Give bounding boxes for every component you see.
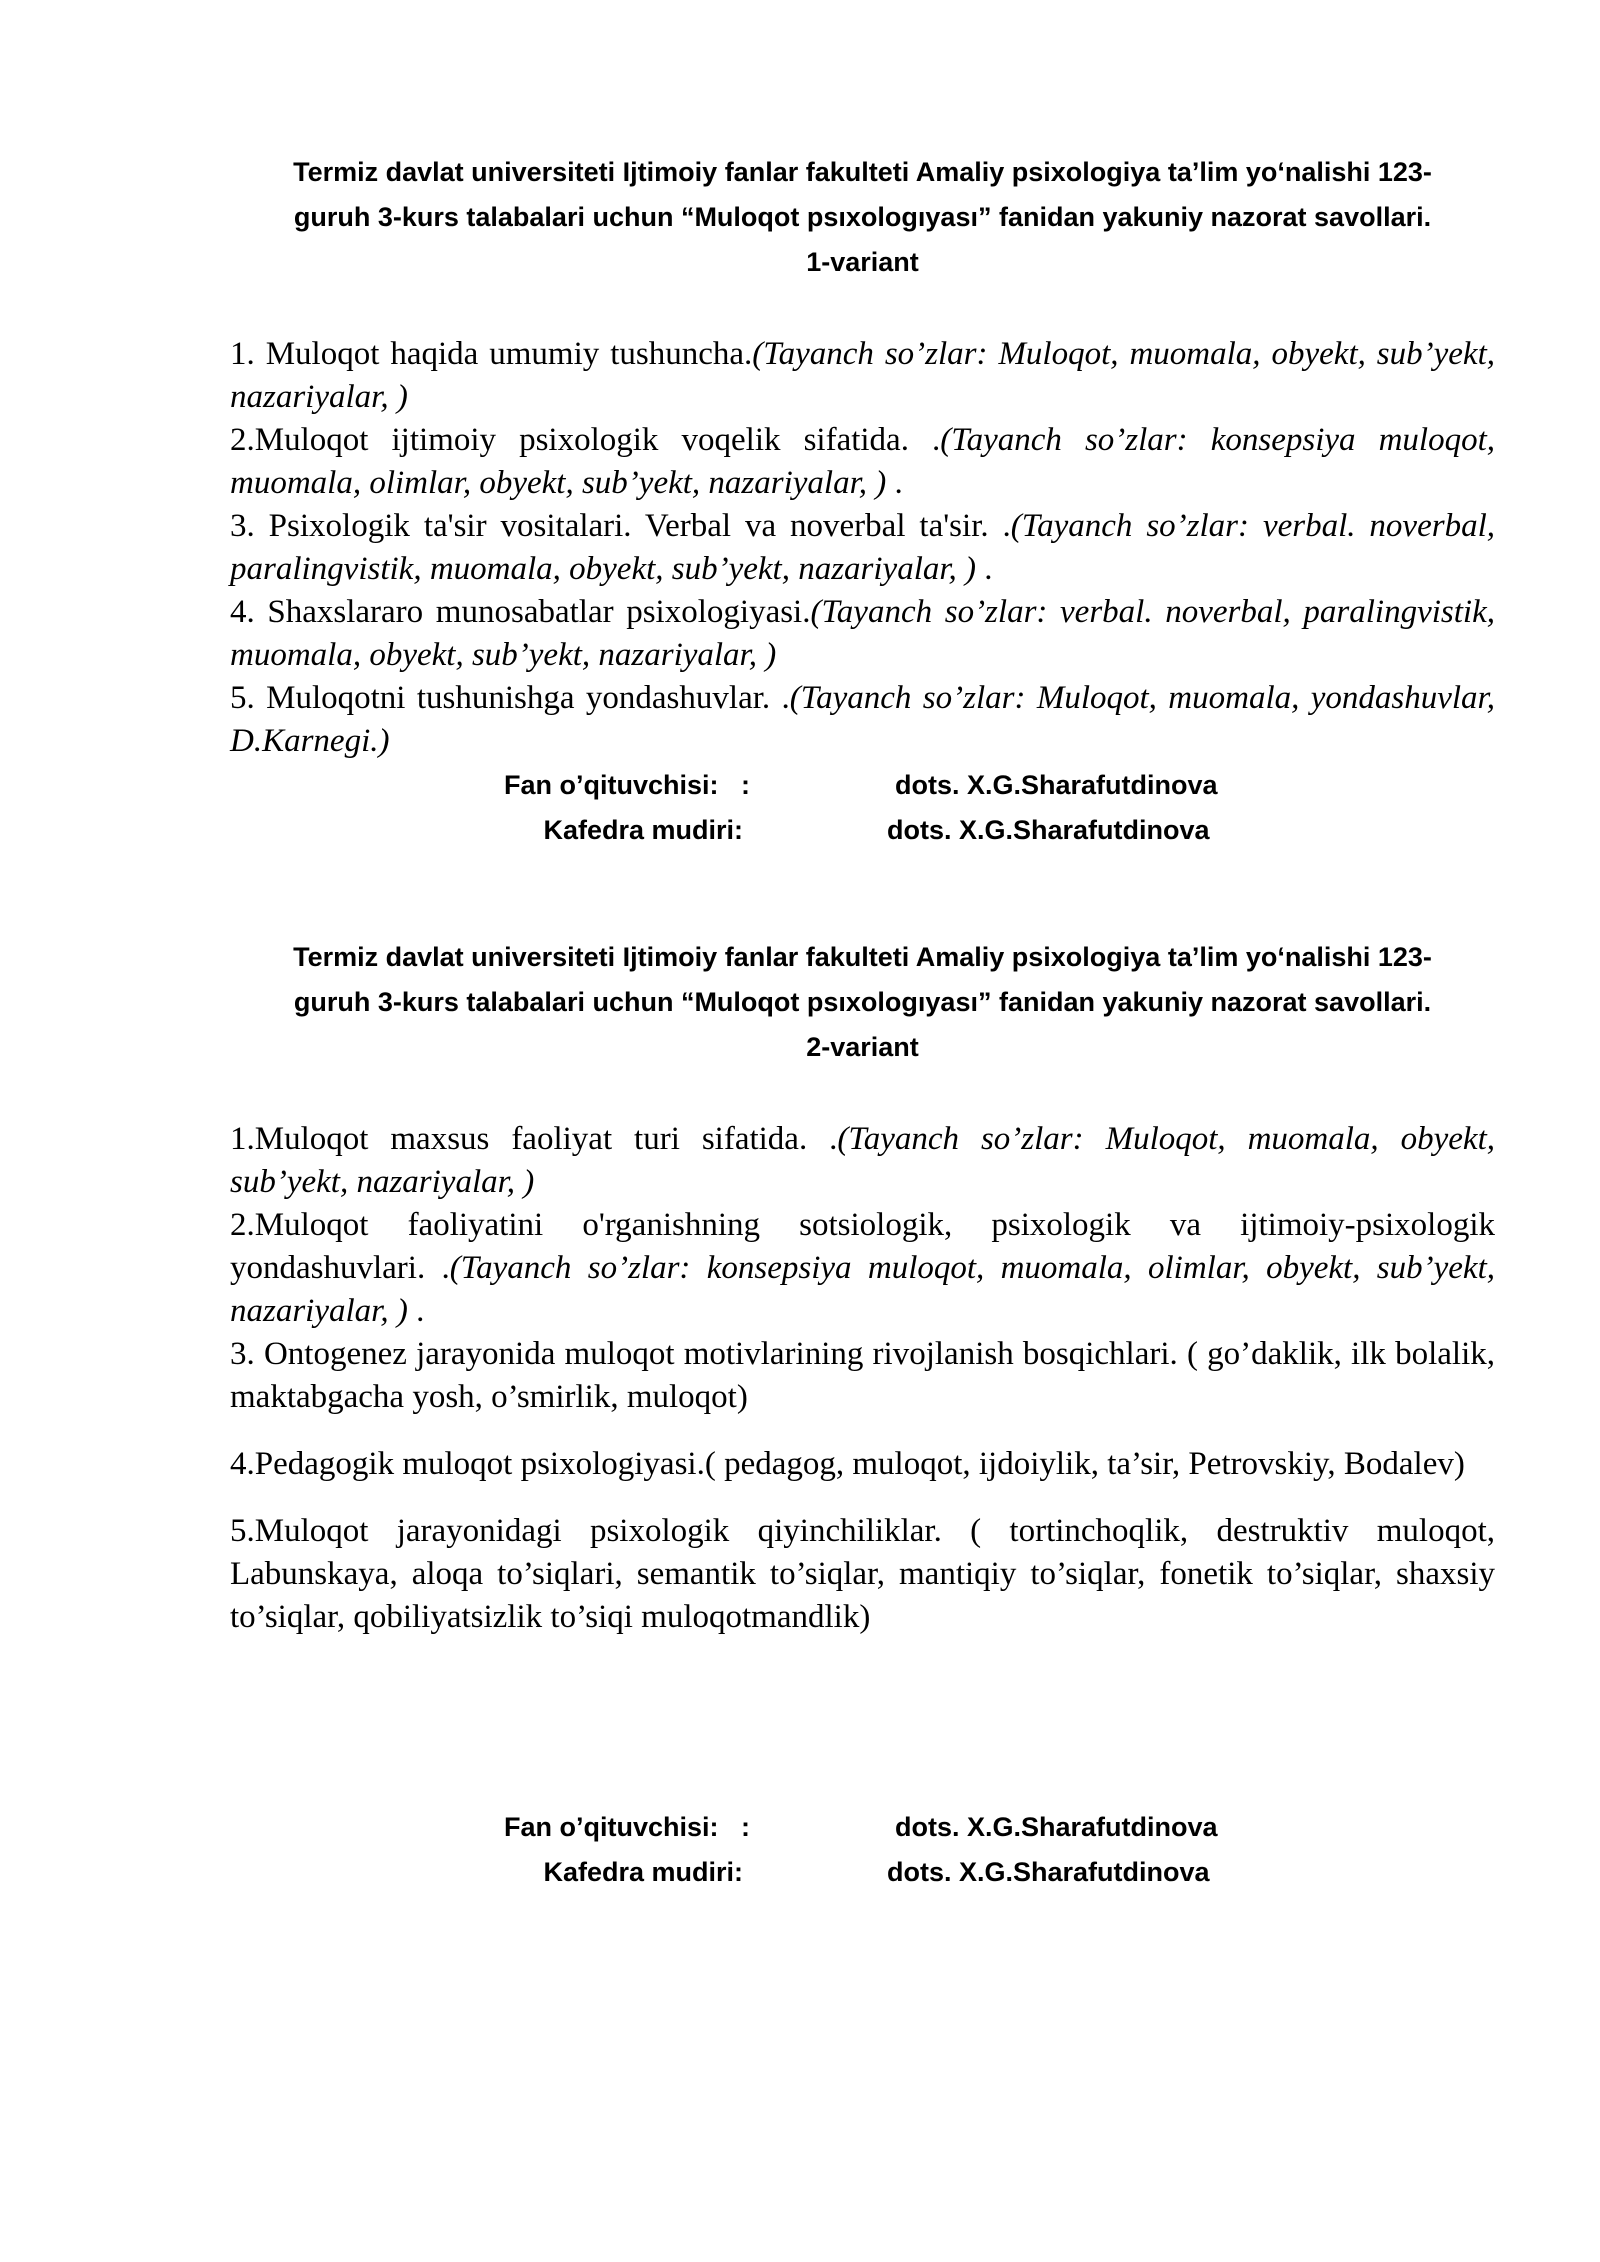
head-name: dots. X.G.Sharafutdinova — [887, 1857, 1210, 1887]
head-name: dots. X.G.Sharafutdinova — [887, 815, 1210, 845]
question-tail: . — [976, 551, 993, 587]
question-text: 4.Pedagogik muloqot psixologiyasi.( pedagog, muloqot, ijdoiylik, ta’sir, Petrovskiy, Bodalev) — [230, 1446, 1465, 1482]
variant-2-heading-line-1: Termiz davlat universiteti Ijtimoiy fanlar fakulteti Amaliy psixologiya ta’lim yo‘nalishi 123- — [293, 942, 1432, 972]
question-keywords: (Tayanch so’zlar: Muloqot, muomala, obyekt, sub’yekt, nazariyalar, ) — [230, 1121, 1495, 1200]
question-text: 3. Psixologik ta'sir vositalari. Verbal va noverbal ta'sir. . — [230, 508, 1011, 544]
teacher-name: dots. X.G.Sharafutdinova — [895, 770, 1218, 800]
question-text: 5. Muloqotni tushunishga yondashuvlar. . — [230, 680, 790, 716]
question-text: 1.Muloqot maxsus faoliyat turi sifatida. . — [230, 1121, 838, 1157]
question-keywords: (Tayanch so’zlar: verbal. noverbal, paralingvistik, muomala, obyekt, sub’yekt, nazariyalar, ) — [230, 594, 1495, 673]
question-item — [230, 1510, 1495, 1639]
question-item — [230, 1443, 1495, 1486]
teacher-label: Fan o’qituvchisi: : — [503, 770, 750, 800]
question-text: 3. Ontogenez jarayonida muloqot motivlarining rivojlanish bosqichlari. ( go’daklik, ilk bolalik, maktabgacha yosh, o’smirlik, muloqot) — [230, 1336, 1495, 1415]
question-keywords: (Tayanch so’zlar: Muloqot, muomala, yondashuvlar, D.Karnegi.) — [230, 680, 1495, 759]
head-label: Kafedra mudiri: — [543, 1857, 743, 1887]
question-keywords: (Tayanch so’zlar: konsepsiya muloqot, muomala, olimlar, obyekt, sub’yekt, nazariyalar, ) — [230, 422, 1495, 501]
question-item — [230, 677, 1495, 763]
question-text: 2.Muloqot faoliyatini o'rganishning sotsiologik, psixologik va ijtimoiy-psixologik yondashuvlari. . — [230, 1207, 1495, 1286]
variant-1-heading-line-2: guruh 3-kurs talabalari uchun “Muloqot psıxologıyası” fanidan yakuniy nazorat savollari. — [293, 202, 1432, 232]
question-keywords: (Tayanch so’zlar: Muloqot, muomala, obyekt, sub’yekt, nazariyalar, ) — [230, 336, 1496, 415]
question-tail: . — [886, 465, 903, 501]
variant-1-heading-line-3: 1-variant — [806, 247, 919, 277]
question-text: 5.Muloqot jarayonidagi psixologik qiyinchiliklar. ( tortinchoqlik, destruktiv muloqot, Labunskaya, aloqa to’siqlari, semantik to’siqlar, mantiqiy to’siqlar, fonetik to’siqlar, shaxsiy to’siqlar, qobiliyatsizlik to’siqi muloqotmandlik) — [230, 1513, 1495, 1635]
variant-2-heading-line-2: guruh 3-kurs talabalari uchun “Muloqot psıxologıyası” fanidan yakuniy nazorat savollari. — [293, 987, 1432, 1017]
question-text: 1. Muloqot haqida umumiy tushuncha. — [230, 336, 753, 372]
head-label: Kafedra mudiri: — [543, 815, 743, 845]
teacher-label: Fan o’qituvchisi: : — [503, 1812, 750, 1842]
signature-row-head — [230, 808, 1495, 853]
question-item — [230, 505, 1495, 591]
variant-2-heading-line-3: 2-variant — [806, 1032, 919, 1062]
question-keywords: (Tayanch so’zlar: konsepsiya muloqot, muomala, olimlar, obyekt, sub’yekt, nazariyalar, ) — [230, 1250, 1495, 1329]
variant-2-questions — [230, 1118, 1495, 1639]
variant-1-section — [230, 150, 1495, 853]
teacher-name: dots. X.G.Sharafutdinova — [895, 1812, 1218, 1842]
variant-1-signatures — [230, 763, 1495, 853]
variant-1-heading-line-1: Termiz davlat universiteti Ijtimoiy fanlar fakulteti Amaliy psixologiya ta’lim yo‘nalishi 123- — [293, 157, 1432, 187]
question-item — [230, 333, 1495, 419]
variant-2-section — [230, 935, 1495, 1639]
variant-2-signatures — [230, 1805, 1495, 1895]
question-text: 2.Muloqot ijtimoiy psixologik voqelik sifatida. . — [230, 422, 941, 458]
question-item — [230, 591, 1495, 677]
signature-row-head — [230, 1850, 1495, 1895]
variant-1-questions — [230, 333, 1495, 763]
signature-row-teacher — [230, 1805, 1495, 1850]
question-item — [230, 1333, 1495, 1419]
signature-row-teacher — [230, 763, 1495, 808]
question-keywords: (Tayanch so’zlar: verbal. noverbal, paralingvistik, muomala, obyekt, sub’yekt, nazariyalar, ) — [230, 508, 1495, 587]
question-text: 4. Shaxslararo munosabatlar psixologiyasi. — [230, 594, 811, 630]
question-item — [230, 419, 1495, 505]
question-item — [230, 1204, 1495, 1333]
question-tail: . — [407, 1293, 425, 1329]
question-item — [230, 1118, 1495, 1204]
